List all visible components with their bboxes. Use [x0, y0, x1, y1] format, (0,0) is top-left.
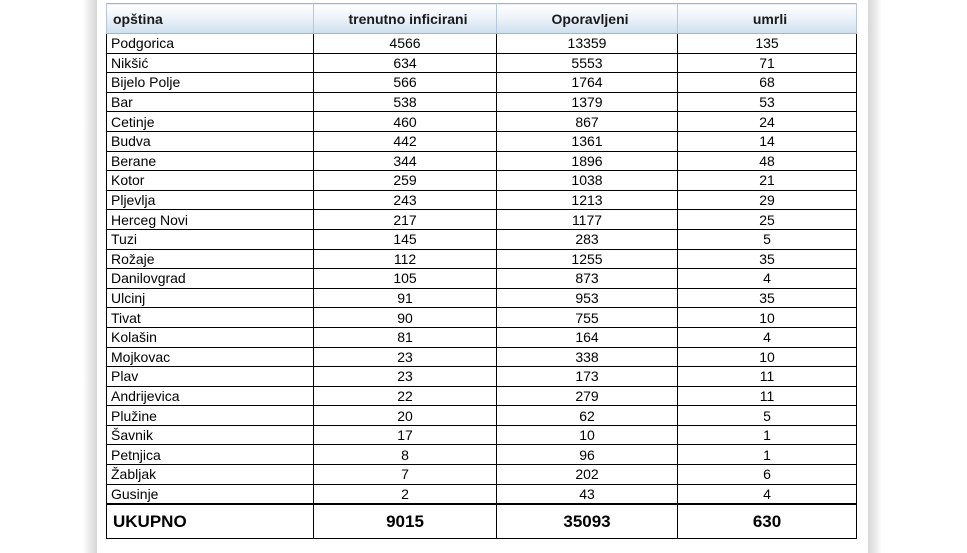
table-row: [107, 367, 857, 387]
municipality-cell: Šavnik: [107, 425, 314, 445]
table-row: [107, 34, 857, 54]
deaths-cell: 53: [678, 92, 857, 112]
deaths-cell: 14: [678, 131, 857, 151]
table-row: [107, 112, 857, 132]
municipality-cell: Herceg Novi: [107, 210, 314, 230]
deaths-cell: 68: [678, 73, 857, 93]
municipality-cell: Plužine: [107, 406, 314, 426]
currently-infected-cell: 20: [314, 406, 497, 426]
recovered-cell: 1213: [497, 190, 678, 210]
municipality-cell: Danilovgrad: [107, 269, 314, 289]
deaths-cell: 5: [678, 406, 857, 426]
recovered-cell: 5553: [497, 53, 678, 73]
recovered-cell: 873: [497, 269, 678, 289]
deaths-cell: 11: [678, 386, 857, 406]
table-row: [107, 308, 857, 328]
currently-infected-cell: 23: [314, 367, 497, 387]
municipality-cell: Petnjica: [107, 445, 314, 465]
currently-infected-cell: 217: [314, 210, 497, 230]
recovered-cell: 164: [497, 327, 678, 347]
currently-infected-cell: 538: [314, 92, 497, 112]
deaths-cell: 48: [678, 151, 857, 171]
recovered-cell: 202: [497, 465, 678, 485]
left-page-shadow: [83, 0, 97, 553]
currently-infected-cell: 4566: [314, 34, 497, 54]
municipality-cell: Ulcinj: [107, 288, 314, 308]
currently-infected-cell: 17: [314, 425, 497, 445]
currently-infected-cell: 112: [314, 249, 497, 269]
table-row: [107, 229, 857, 249]
municipality-cell: Podgorica: [107, 34, 314, 54]
table-row: [107, 327, 857, 347]
recovered-cell: 1896: [497, 151, 678, 171]
municipality-cell: Budva: [107, 131, 314, 151]
deaths-cell: 25: [678, 210, 857, 230]
column-header-deaths: umrli: [678, 4, 857, 34]
municipality-cell: Plav: [107, 367, 314, 387]
currently-infected-cell: 91: [314, 288, 497, 308]
currently-infected-cell: 2: [314, 484, 497, 504]
municipality-cell: Cetinje: [107, 112, 314, 132]
total-row: [107, 504, 857, 539]
table-row: [107, 465, 857, 485]
recovered-cell: 173: [497, 367, 678, 387]
recovered-cell: 953: [497, 288, 678, 308]
recovered-cell: 13359: [497, 34, 678, 54]
table-row: [107, 288, 857, 308]
recovered-cell: 43: [497, 484, 678, 504]
currently-infected-cell: 145: [314, 229, 497, 249]
municipality-cell: Rožaje: [107, 249, 314, 269]
recovered-cell: 867: [497, 112, 678, 132]
recovered-cell: 279: [497, 386, 678, 406]
currently-infected-cell: 243: [314, 190, 497, 210]
municipality-cell: Bijelo Polje: [107, 73, 314, 93]
municipality-cell: Mojkovac: [107, 347, 314, 367]
recovered-cell: 1361: [497, 131, 678, 151]
deaths-cell: 10: [678, 347, 857, 367]
total-recovered: 35093: [497, 504, 678, 539]
column-header-recovered: Oporavljeni: [497, 4, 678, 34]
currently-infected-cell: 634: [314, 53, 497, 73]
table-row: [107, 73, 857, 93]
currently-infected-cell: 7: [314, 465, 497, 485]
deaths-cell: 35: [678, 288, 857, 308]
deaths-cell: 4: [678, 484, 857, 504]
deaths-cell: 71: [678, 53, 857, 73]
total-deaths: 630: [678, 504, 857, 539]
municipality-cell: Berane: [107, 151, 314, 171]
deaths-cell: 135: [678, 34, 857, 54]
currently-infected-cell: 22: [314, 386, 497, 406]
recovered-cell: 62: [497, 406, 678, 426]
table-body: [107, 34, 857, 539]
currently-infected-cell: 8: [314, 445, 497, 465]
table-row: [107, 190, 857, 210]
deaths-cell: 5: [678, 229, 857, 249]
table-row: [107, 131, 857, 151]
municipality-cell: Bar: [107, 92, 314, 112]
table-row: [107, 347, 857, 367]
municipality-cell: Andrijevica: [107, 386, 314, 406]
recovered-cell: 338: [497, 347, 678, 367]
right-page-shadow: [868, 0, 882, 553]
recovered-cell: 10: [497, 425, 678, 445]
table-row: [107, 425, 857, 445]
total-currently-infected: 9015: [314, 504, 497, 539]
recovered-cell: 755: [497, 308, 678, 328]
recovered-cell: 1764: [497, 73, 678, 93]
table-row: [107, 210, 857, 230]
municipality-cell: Kotor: [107, 171, 314, 191]
currently-infected-cell: 259: [314, 171, 497, 191]
municipality-cell: Žabljak: [107, 465, 314, 485]
table-row: [107, 386, 857, 406]
deaths-cell: 24: [678, 112, 857, 132]
deaths-cell: 1: [678, 445, 857, 465]
table-row: [107, 406, 857, 426]
municipality-cell: Kolašin: [107, 327, 314, 347]
currently-infected-cell: 442: [314, 131, 497, 151]
currently-infected-cell: 344: [314, 151, 497, 171]
table-row: [107, 269, 857, 289]
column-header-municipality: opština: [107, 4, 314, 34]
table-row: [107, 249, 857, 269]
deaths-cell: 4: [678, 269, 857, 289]
deaths-cell: 4: [678, 327, 857, 347]
recovered-cell: 1379: [497, 92, 678, 112]
recovered-cell: 1038: [497, 171, 678, 191]
table-row: [107, 53, 857, 73]
table-row: [107, 484, 857, 504]
column-header-currently-infected: trenutno inficirani: [314, 4, 497, 34]
municipality-cell: Pljevlja: [107, 190, 314, 210]
deaths-cell: 29: [678, 190, 857, 210]
currently-infected-cell: 81: [314, 327, 497, 347]
currently-infected-cell: 566: [314, 73, 497, 93]
currently-infected-cell: 23: [314, 347, 497, 367]
deaths-cell: 35: [678, 249, 857, 269]
recovered-cell: 283: [497, 229, 678, 249]
deaths-cell: 1: [678, 425, 857, 445]
table-row: [107, 171, 857, 191]
municipality-cell: Gusinje: [107, 484, 314, 504]
currently-infected-cell: 105: [314, 269, 497, 289]
municipality-cell: Nikšić: [107, 53, 314, 73]
currently-infected-cell: 90: [314, 308, 497, 328]
table-header-row: [107, 4, 857, 34]
recovered-cell: 96: [497, 445, 678, 465]
municipality-cell: Tuzi: [107, 229, 314, 249]
municipality-cell: Tivat: [107, 308, 314, 328]
recovered-cell: 1255: [497, 249, 678, 269]
recovered-cell: 1177: [497, 210, 678, 230]
total-label: UKUPNO: [107, 504, 314, 539]
deaths-cell: 10: [678, 308, 857, 328]
document-sheet: [97, 0, 868, 553]
deaths-cell: 11: [678, 367, 857, 387]
table-row: [107, 445, 857, 465]
table-row: [107, 151, 857, 171]
deaths-cell: 21: [678, 171, 857, 191]
deaths-cell: 6: [678, 465, 857, 485]
table-row: [107, 92, 857, 112]
municipality-statistics-table: [106, 3, 857, 539]
currently-infected-cell: 460: [314, 112, 497, 132]
